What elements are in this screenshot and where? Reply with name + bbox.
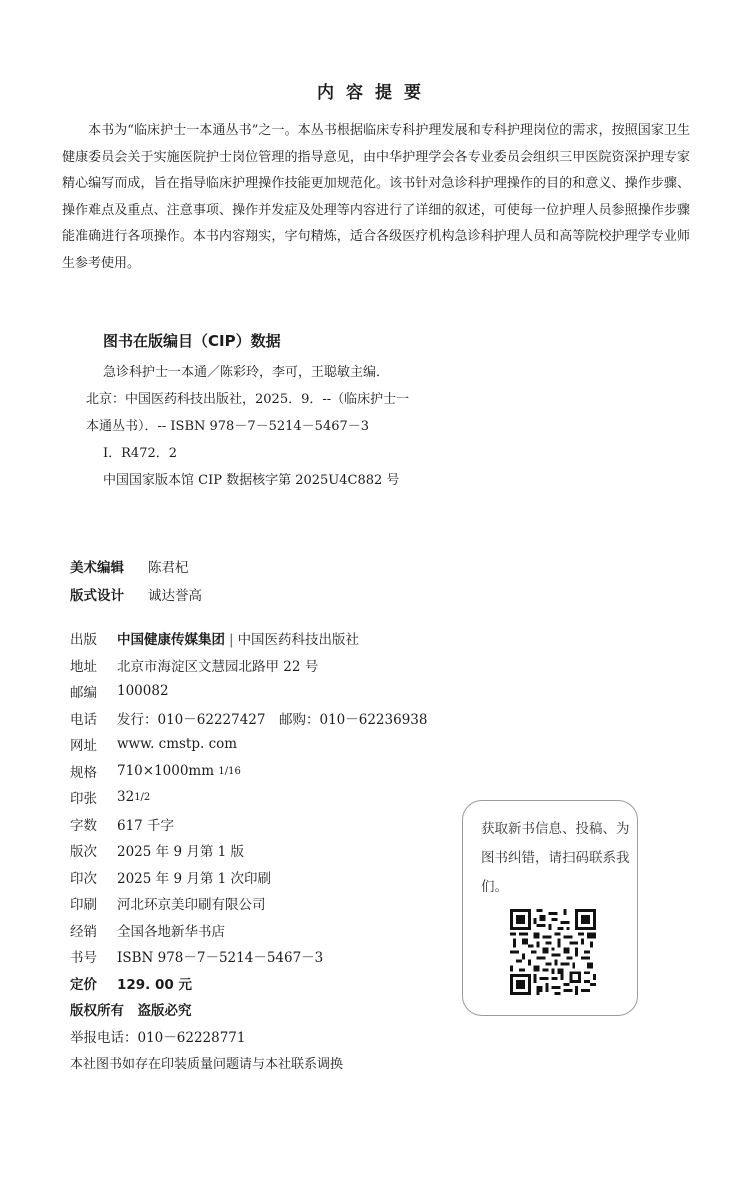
edition-row — [70, 837, 427, 864]
art-editor-row — [70, 556, 189, 576]
publisher-separator: | — [229, 632, 234, 649]
cip-heading: 图书在版编目（CIP）数据 — [103, 332, 281, 350]
phone-label: 电话 — [70, 711, 97, 728]
edition-label: 版次 — [70, 844, 97, 861]
format-fraction: 1/16 — [218, 765, 241, 777]
printing-label: 印次 — [70, 870, 97, 887]
phone-value: 发行：010－62227427 邮购：010－62236938 — [117, 711, 428, 728]
copyright-row — [70, 996, 427, 1023]
publisher-row — [70, 625, 427, 652]
sheets-value: 32 — [117, 789, 135, 806]
report-phone-row — [70, 1023, 427, 1050]
website-label: 网址 — [70, 738, 97, 755]
website-value: www. cmstp. com — [117, 736, 238, 753]
cip-line-2: 北京：中国医药科技出版社，2025．9．--（临床护士一 — [86, 392, 410, 407]
report-phone: 举报电话：010－62228771 — [70, 1029, 246, 1046]
art-editor-name: 陈君杞 — [148, 560, 189, 576]
notice-row — [70, 1049, 427, 1076]
edition-value: 2025 年 9 月第 1 版 — [117, 844, 244, 861]
words-label: 字数 — [70, 817, 97, 834]
sheets-row — [70, 784, 427, 811]
printing-row — [70, 864, 427, 891]
words-value: 617 千字 — [117, 817, 175, 834]
art-editor-label: 美术编辑 — [70, 560, 124, 576]
words-row — [70, 811, 427, 838]
publisher-label: 出版 — [70, 632, 97, 649]
printer-value: 河北环京美印刷有限公司 — [117, 897, 266, 914]
qr-card-text: 获取新书信息、投稿、为图书纠错，请扫码联系我们。 — [481, 821, 630, 895]
distributor-label: 经销 — [70, 923, 97, 940]
qr-card — [462, 800, 638, 1016]
postcode-value: 100082 — [117, 683, 169, 700]
cip-line-3: 本通丛书）．-- ISBN 978－7－5214－5467－3 — [86, 419, 370, 434]
distributor-value: 全国各地新华书店 — [117, 923, 225, 940]
sheets-fraction: 1/2 — [134, 792, 151, 804]
postcode-label: 邮编 — [70, 685, 97, 702]
qr-code[interactable] — [510, 909, 596, 995]
distributor-row — [70, 917, 427, 944]
cip-line-5: 中国国家版本馆 CIP 数据核字第 2025U4C882 号 — [103, 473, 400, 488]
price-label: 定价 — [70, 976, 97, 993]
summary-title: 内容提要 — [317, 83, 433, 103]
layout-design-row — [70, 584, 202, 604]
price-row — [70, 970, 427, 997]
address-label: 地址 — [70, 658, 97, 675]
isbn-label: 书号 — [70, 950, 97, 967]
price-value: 129. 00 元 — [117, 976, 192, 993]
phone-row — [70, 705, 427, 732]
format-label: 规格 — [70, 764, 97, 781]
address-value: 北京市海淀区文慧园北路甲 22 号 — [117, 658, 319, 675]
copyright-notice: 版权所有 盗版必究 — [70, 1003, 192, 1020]
publisher-name: 中国医药科技出版社 — [237, 632, 360, 649]
isbn-row — [70, 943, 427, 970]
cip-line-1: 急诊科护士一本通／陈彩玲，李可，王聪敏主编． — [103, 365, 390, 380]
format-value: 710×1000mm — [117, 762, 215, 779]
publisher-group: 中国健康传媒集团 — [117, 632, 225, 649]
printing-value: 2025 年 9 月第 1 次印刷 — [117, 870, 271, 887]
layout-design-name: 诚达誉高 — [148, 588, 202, 604]
imprint-table — [70, 625, 427, 1076]
layout-design-label: 版式设计 — [70, 588, 124, 604]
format-row — [70, 758, 427, 785]
website-row — [70, 731, 427, 758]
postcode-row — [70, 678, 427, 705]
summary-text: 本书为“临床护士一本通丛书”之一。本丛书根据临床专科护理发展和专科护理岗位的需求，按照国家卫生健康委员会关于实施医院护士岗位管理的指导意见，由中华护理学会各专业委员会组织三甲医院资深护理专家精心编写而成，旨在指导临床护理操作技能更加规范化。该书针对急诊科护理操作的目的和意义、操作步骤、操作难点及重点、注意事项、操作并发症及处理等内容进行了详细的叙述，可使每一位护理人员参照操作步骤能准确进行各项操作。本书内容翔实，字句精炼，适合各级医疗机构急诊科护理人员和高等院校护理学专业师生参考使用。 — [62, 123, 690, 271]
address-row — [70, 652, 427, 679]
isbn-value: ISBN 978－7－5214－5467－3 — [117, 950, 324, 967]
cip-line-4: Ⅰ．R472．2 — [103, 446, 178, 461]
quality-notice: 本社图书如存在印装质量问题请与本社联系调换 — [70, 1056, 344, 1072]
printer-row — [70, 890, 427, 917]
printer-label: 印刷 — [70, 897, 97, 914]
sheets-label: 印张 — [70, 791, 97, 808]
